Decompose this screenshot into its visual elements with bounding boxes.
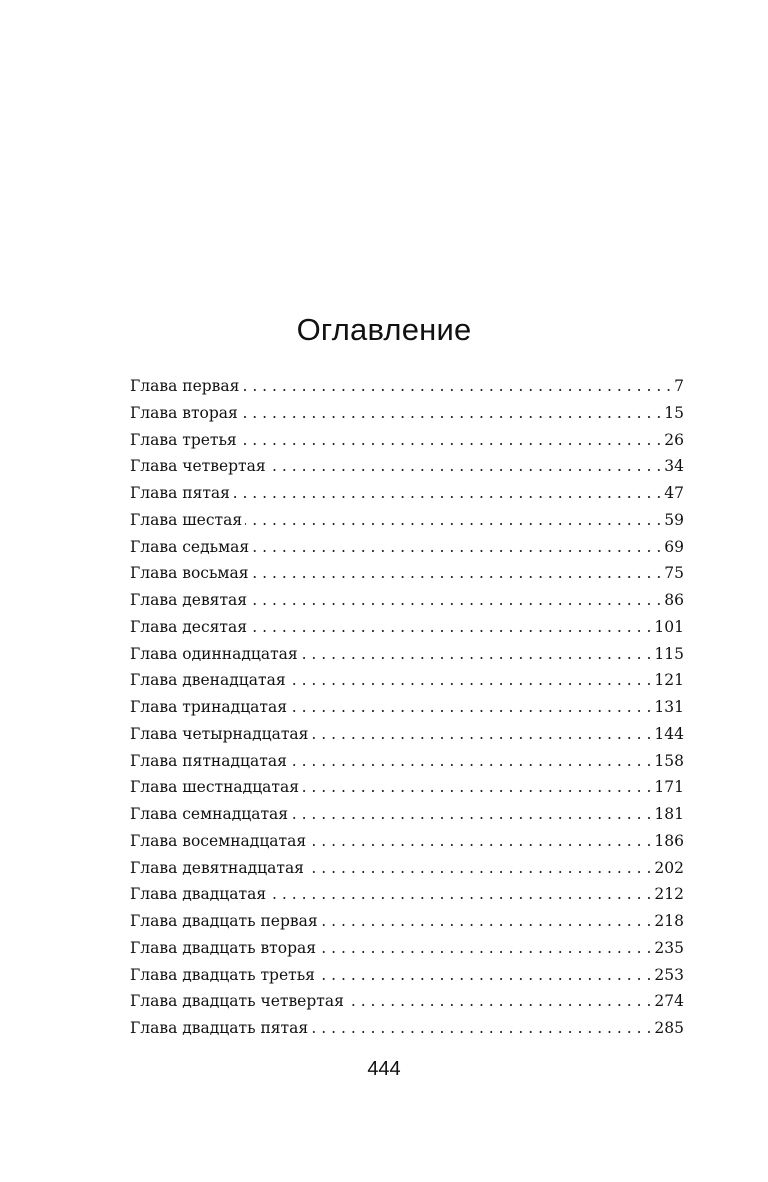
dot-leader xyxy=(311,1015,651,1041)
dot-leader xyxy=(319,935,651,961)
toc-entry[interactable] xyxy=(130,908,684,935)
toc-entry-label: Глава тринадцатая xyxy=(130,698,287,716)
toc-entry-label: Глава семнадцатая xyxy=(130,805,289,823)
dot-leader xyxy=(311,721,651,747)
toc-entry-label: Глава пятая xyxy=(130,484,230,502)
toc-entry-label: Глава девятая xyxy=(130,591,248,609)
dot-leader xyxy=(347,988,652,1014)
toc-entry-label: Глава четвертая xyxy=(130,457,266,476)
dot-leader xyxy=(301,641,652,667)
toc-entry-label: Глава двенадцатая xyxy=(130,671,286,690)
toc-entry[interactable] xyxy=(130,641,684,668)
toc-entry-label: Глава четырнадцатая xyxy=(130,724,309,743)
toc-entry-page: 274 xyxy=(654,992,684,1011)
toc-entry[interactable] xyxy=(130,667,684,694)
toc-entry-page: 15 xyxy=(664,403,684,422)
toc-entry[interactable] xyxy=(130,962,684,989)
dot-leader xyxy=(240,427,662,453)
toc-entry-label: Глава девятнадцатая xyxy=(130,858,304,877)
toc-entry-page: 101 xyxy=(654,617,684,636)
toc-entry-page: 218 xyxy=(654,912,684,930)
toc-entry-page: 285 xyxy=(654,1019,684,1037)
dot-leader xyxy=(291,801,651,827)
toc-entry-page: 86 xyxy=(664,591,684,609)
dot-leader xyxy=(241,400,661,426)
toc-entry-label: Глава шестая xyxy=(130,510,243,529)
toc-entry-page: 26 xyxy=(664,430,684,449)
toc-entry[interactable] xyxy=(130,507,684,534)
toc-entry-page: 144 xyxy=(654,724,684,743)
toc-entry-label: Глава двадцать третья xyxy=(130,965,315,984)
dot-leader xyxy=(245,507,661,533)
toc-entry-label: Глава первая xyxy=(130,377,240,395)
dot-leader xyxy=(302,774,651,800)
toc-entry-label: Глава восьмая xyxy=(130,564,249,583)
toc-entry-page: 69 xyxy=(664,537,684,556)
toc-entry-label: Глава двадцать вторая xyxy=(130,938,317,957)
toc-entry[interactable] xyxy=(130,1015,684,1042)
toc-entry[interactable] xyxy=(130,560,684,587)
toc-entry[interactable] xyxy=(130,935,684,962)
toc-entry-label: Глава двадцать первая xyxy=(130,912,318,930)
toc-entry-label: Глава восемнадцатая xyxy=(130,831,307,850)
toc-entry-label: Глава одиннадцатая xyxy=(130,644,298,663)
dot-leader xyxy=(242,373,671,399)
dot-leader xyxy=(290,748,652,774)
toc-entry-page: 235 xyxy=(654,938,684,957)
toc-entry-label: Глава десятая xyxy=(130,617,248,636)
dot-leader xyxy=(269,881,651,907)
toc-entry-page: 47 xyxy=(664,484,684,502)
table-of-contents xyxy=(130,373,684,1042)
dot-leader xyxy=(289,667,652,693)
dot-leader xyxy=(269,453,662,479)
toc-entry[interactable] xyxy=(130,534,684,561)
toc-entry[interactable] xyxy=(130,373,684,400)
toc-entry-page: 59 xyxy=(664,510,684,529)
dot-leader xyxy=(290,694,651,720)
toc-entry-label: Глава двадцать четвертая xyxy=(130,992,344,1011)
toc-entry-label: Глава двадцать пятая xyxy=(130,1019,309,1037)
toc-entry-page: 34 xyxy=(664,457,684,476)
toc-entry-page: 202 xyxy=(654,858,684,877)
toc-entry-label: Глава пятнадцатая xyxy=(130,751,287,770)
toc-entry[interactable] xyxy=(130,694,684,721)
dot-leader xyxy=(252,534,661,560)
dot-leader xyxy=(250,587,661,613)
toc-entry-page: 75 xyxy=(664,564,684,583)
dot-leader xyxy=(318,962,651,988)
toc-entry[interactable] xyxy=(130,988,684,1015)
toc-entry-label: Глава шестнадцатая xyxy=(130,778,300,797)
toc-entry-page: 7 xyxy=(674,377,684,395)
toc-entry-page: 158 xyxy=(654,751,684,770)
toc-entry[interactable] xyxy=(130,480,684,507)
toc-entry[interactable] xyxy=(130,828,684,855)
toc-entry-page: 181 xyxy=(654,805,684,823)
dot-leader xyxy=(252,560,662,586)
toc-entry-label: Глава вторая xyxy=(130,403,238,422)
dot-leader xyxy=(309,828,651,854)
toc-entry-page: 115 xyxy=(654,644,684,663)
page-title: Оглавление xyxy=(296,312,472,347)
dot-leader xyxy=(321,908,652,934)
toc-entry-label: Глава седьмая xyxy=(130,537,250,556)
dot-leader xyxy=(233,480,661,506)
toc-entry[interactable] xyxy=(130,453,684,480)
toc-entry[interactable] xyxy=(130,855,684,882)
toc-entry-label: Глава двадцатая xyxy=(130,885,267,904)
toc-entry-page: 171 xyxy=(654,778,684,797)
toc-entry[interactable] xyxy=(130,614,684,641)
dot-leader xyxy=(250,614,651,640)
toc-entry-page: 253 xyxy=(654,965,684,984)
toc-entry[interactable] xyxy=(130,748,684,775)
toc-entry-page: 121 xyxy=(654,671,684,690)
toc-entry[interactable] xyxy=(130,400,684,427)
toc-entry-page: 131 xyxy=(654,698,684,716)
toc-entry[interactable] xyxy=(130,587,684,614)
page-number: 444 xyxy=(367,1058,401,1080)
toc-entry[interactable] xyxy=(130,774,684,801)
toc-entry[interactable] xyxy=(130,881,684,908)
toc-entry[interactable] xyxy=(130,801,684,828)
toc-entry-page: 186 xyxy=(654,831,684,850)
toc-entry-label: Глава третья xyxy=(130,430,237,449)
toc-entry[interactable] xyxy=(130,721,684,748)
toc-entry-page: 212 xyxy=(654,885,684,904)
toc-entry[interactable] xyxy=(130,427,684,454)
dot-leader xyxy=(307,855,651,881)
